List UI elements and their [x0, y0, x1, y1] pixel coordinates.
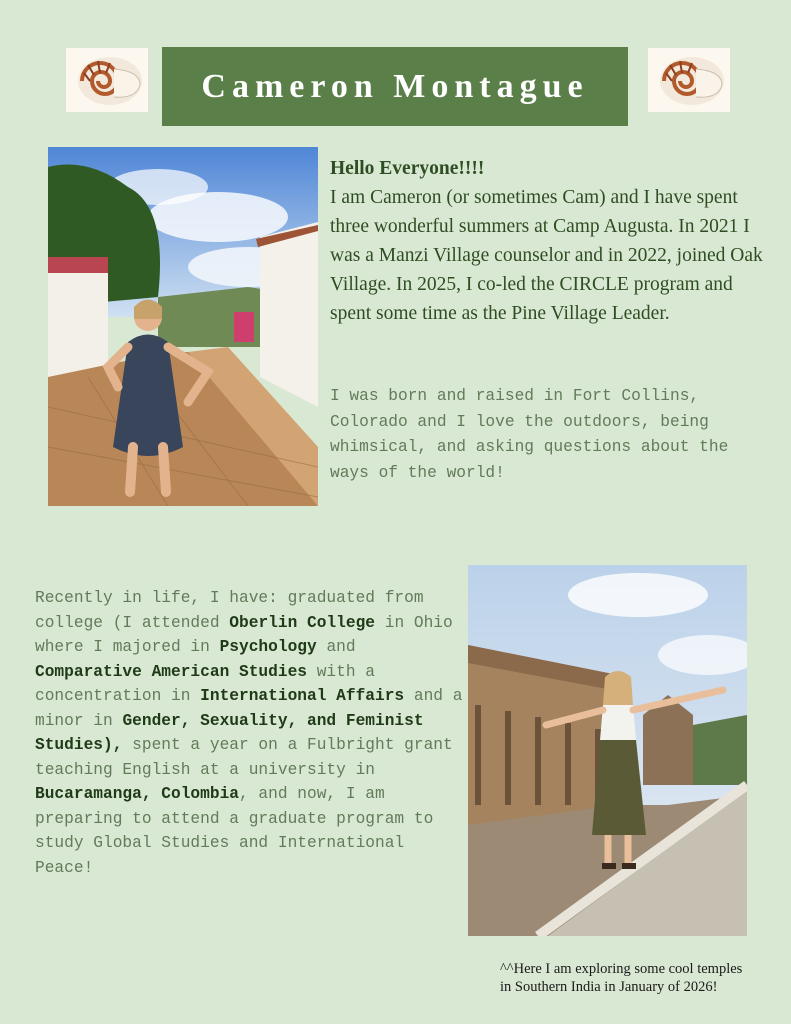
college-name: Oberlin College	[229, 613, 376, 632]
photo-caption	[500, 960, 780, 996]
major-psychology: Psychology	[219, 638, 317, 656]
recent-text: , and now, I am preparing to attend a graduate program to study Global Studies and International Peace!	[35, 785, 434, 877]
recent-text: spent a year on a Fulbright grant teaching English at a university in	[35, 736, 453, 779]
minor: Gender, Sexuality, and Feminist Studies),	[35, 711, 424, 754]
major-american-studies: Comparative American Studies	[35, 662, 307, 681]
recent-text: and a minor in	[35, 687, 463, 730]
intro-paragraph	[330, 154, 770, 328]
temple-photo	[468, 565, 747, 936]
recent-text: with a concentration in	[35, 662, 375, 705]
fulbright-location: Bucaramanga, Colombia	[35, 785, 239, 803]
nautilus-shell-left-icon	[66, 48, 148, 112]
nautilus-shell-right-icon	[648, 48, 730, 112]
recent-text: in Ohio where I majored in	[35, 613, 453, 656]
bio-paragraph: I was born and raised in Fort Collins, Colorado and I love the outdoors, being whimsical, and asking questions about the ways of the world!	[330, 387, 729, 482]
name-banner	[162, 47, 628, 126]
page-title: Cameron Montague	[201, 67, 589, 105]
concentration: International Affairs	[200, 687, 405, 705]
caption-line-1: ^^Here I am exploring some cool temples	[500, 961, 743, 977]
recent-life-paragraph	[35, 586, 465, 880]
recent-text: and	[316, 638, 356, 656]
greeting-heading: Hello Everyone!!!!	[330, 158, 485, 179]
recent-text: Recently in life, I have: graduated from college (I attended	[35, 589, 424, 632]
village-street-photo	[48, 147, 318, 506]
caption-line-2: in Southern India in January of 2026!	[500, 979, 718, 995]
intro-body: I am Cameron (or sometimes Cam) and I have spent three wonderful summers at Camp Augusta. In 2021 I was a Manzi Village counselor and in 2022, joined Oak Village. In 2025, I co-led the CIRCLE program and spent some time as the Pine Village Leader.	[330, 187, 763, 324]
